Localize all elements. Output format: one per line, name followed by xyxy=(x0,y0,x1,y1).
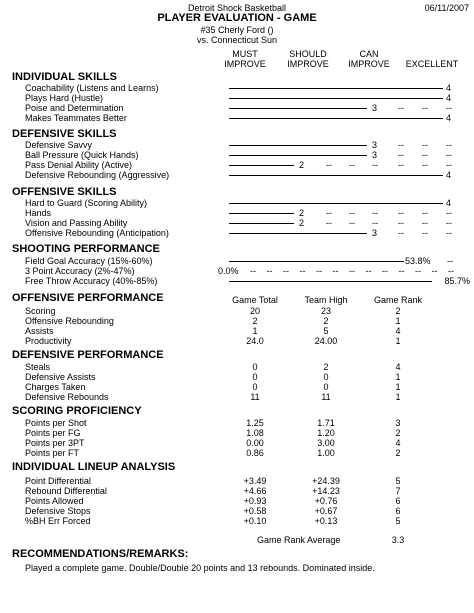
offensive-perf-label: Scoring xyxy=(25,306,56,316)
individual_skills-rating-line xyxy=(229,108,367,109)
3pt-dash: -- xyxy=(283,266,289,276)
defensive_skills-title: DEFENSIVE SKILLS xyxy=(12,128,117,140)
defensive_skills-label: Defensive Savvy xyxy=(25,140,93,150)
lineup-value: +14.23 xyxy=(312,486,340,496)
offensive_skills-label: Offensive Rebounding (Anticipation) xyxy=(25,228,169,238)
report-title: PLAYER EVALUATION - GAME xyxy=(157,12,317,24)
lineup-value: +0.67 xyxy=(314,506,338,516)
lineup-value: +0.93 xyxy=(243,496,267,506)
shooting-title: SHOOTING PERFORMANCE xyxy=(12,243,160,255)
lineup-label: Defensive Stops xyxy=(25,506,91,516)
scoring_prof-value: 1.00 xyxy=(317,448,335,458)
3pt-dash: -- xyxy=(349,266,355,276)
defensive_skills-rating-line xyxy=(229,145,367,146)
defensive_skills-cell: -- xyxy=(422,160,428,170)
scale-header-2-top: SHOULD xyxy=(289,49,327,59)
3pt-value: 0.0% xyxy=(218,266,239,276)
lineup-value: 5 xyxy=(395,476,401,486)
individual_skills-label: Plays Hard (Hustle) xyxy=(25,93,104,103)
lineup-value: 7 xyxy=(395,486,401,496)
3pt-dash: -- xyxy=(365,266,372,276)
lineup-value: +0.76 xyxy=(314,496,338,506)
ft-bar xyxy=(229,281,432,282)
scoring_prof-label: Points per Shot xyxy=(25,418,87,428)
offensive-perf-value: 1 xyxy=(252,326,258,336)
defensive_perf-value: 0 xyxy=(323,382,329,392)
column-header: Team High xyxy=(304,295,348,305)
column-header: Game Total xyxy=(232,295,278,305)
offensive_skills-label: Vision and Passing Ability xyxy=(25,218,128,228)
defensive_perf-value: 0 xyxy=(252,372,258,382)
lineup-value: +24.39 xyxy=(312,476,340,486)
individual_skills-rating: 4 xyxy=(446,83,452,93)
rank-average-value: 3.3 xyxy=(391,535,405,545)
offensive-perf-value: 2 xyxy=(323,316,329,326)
lineup-title: INDIVIDUAL LINEUP ANALYSIS xyxy=(12,461,176,473)
offensive-perf-value: 20 xyxy=(249,306,260,316)
scoring_prof-value: 4 xyxy=(395,438,401,448)
defensive_perf-value: 1 xyxy=(395,382,401,392)
shooting-label: Free Throw Accuracy (40%-85%) xyxy=(25,276,158,286)
individual_skills-label: Coachability (Listens and Learns) xyxy=(25,83,159,93)
individual_skills-cell: -- xyxy=(422,103,428,113)
scoring_prof-value: 1.20 xyxy=(317,428,335,438)
scoring_prof-title: SCORING PROFICIENCY xyxy=(12,405,142,417)
offensive_skills-cell: -- xyxy=(446,218,452,228)
defensive_perf-value: 11 xyxy=(250,392,260,402)
lineup-value: 6 xyxy=(395,496,401,506)
offensive_skills-rating-line xyxy=(229,223,294,224)
defensive_perf-value: 0 xyxy=(252,382,258,392)
lineup-value: +0.10 xyxy=(243,516,267,526)
rank-average-label: Game Rank Average xyxy=(257,535,341,545)
scoring_prof-value: 1.25 xyxy=(246,418,264,428)
offensive-perf-value: 4 xyxy=(395,326,401,336)
lineup-label: Rebound Differential xyxy=(25,486,107,496)
offensive_skills-cell: -- xyxy=(326,218,332,228)
defensive_perf-label: Steals xyxy=(25,362,51,372)
offensive-perf-value: 24.00 xyxy=(314,336,338,346)
defensive_skills-cell: -- xyxy=(398,150,404,160)
scale-header-excellent: EXCELLENT xyxy=(405,59,459,69)
offensive_skills-label: Hands xyxy=(25,208,52,218)
defensive_skills-label: Defensive Rebounding (Aggressive) xyxy=(25,170,170,180)
defensive_perf-value: 0 xyxy=(252,362,258,372)
3pt-dash: -- xyxy=(299,266,306,276)
defensive_skills-cell: -- xyxy=(446,150,452,160)
lineup-label: Point Differential xyxy=(25,476,91,486)
offensive_skills-cell: 2 xyxy=(299,208,305,218)
defensive_skills-rating-line xyxy=(229,155,367,156)
defensive_skills-cell: 3 xyxy=(372,150,378,160)
offensive-perf-value: 2 xyxy=(395,306,401,316)
3pt-dash: -- xyxy=(266,266,273,276)
offensive_skills-cell: 2 xyxy=(299,218,305,228)
offensive-perf-value: 1 xyxy=(395,336,401,346)
scoring_prof-value: 0.00 xyxy=(246,438,264,448)
defensive_perf-value: 11 xyxy=(321,392,331,402)
lineup-label: %BH Err Forced xyxy=(25,516,91,526)
lineup-value: +3.49 xyxy=(243,476,267,486)
offensive_skills-cell: -- xyxy=(422,228,428,238)
individual_skills-label: Poise and Determination xyxy=(25,103,124,113)
offensive-perf-title: OFFENSIVE PERFORMANCE xyxy=(12,292,164,304)
report-date: 06/11/2007 xyxy=(424,3,469,13)
defensive_perf-label: Charges Taken xyxy=(25,382,86,392)
3pt-dash: -- xyxy=(431,266,438,276)
3pt-dash: -- xyxy=(316,266,322,276)
offensive_skills-cell: -- xyxy=(398,218,404,228)
offensive-perf-value: 2 xyxy=(252,316,258,326)
lineup-value: +0.13 xyxy=(314,516,338,526)
shooting-label: 3 Point Accuracy (2%-47%) xyxy=(25,266,135,276)
offensive-perf-value: 1 xyxy=(395,316,401,326)
individual_skills-cell: -- xyxy=(398,103,404,113)
individual_skills-cell: 3 xyxy=(372,103,378,113)
defensive_skills-cell: 3 xyxy=(372,140,378,150)
defensive_perf-title: DEFENSIVE PERFORMANCE xyxy=(12,349,164,361)
individual_skills-rating-line xyxy=(229,118,443,119)
defensive_perf-value: 1 xyxy=(395,372,401,382)
player-name: #35 Cherly Ford () xyxy=(200,25,274,35)
individual_skills-rating: 4 xyxy=(446,93,452,103)
scoring_prof-label: Points per 3PT xyxy=(25,438,85,448)
offensive-perf-value: 23 xyxy=(320,306,331,316)
offensive_skills-cell: -- xyxy=(372,208,378,218)
scoring_prof-value: 2 xyxy=(395,448,401,458)
defensive_skills-cell: -- xyxy=(398,140,404,150)
ft-value: 85.7% xyxy=(444,276,470,286)
offensive_skills-cell: -- xyxy=(422,218,428,228)
scale-header-1-top: MUST xyxy=(232,49,258,59)
defensive_skills-label: Pass Denial Ability (Active) xyxy=(25,160,133,170)
scale-header-3-top: CAN xyxy=(359,49,379,59)
offensive_skills-cell: -- xyxy=(446,208,452,218)
scale-header-3-bottom: IMPROVE xyxy=(348,59,390,69)
column-header: Game Rank xyxy=(373,295,423,305)
offensive_skills-cell: -- xyxy=(422,208,428,218)
defensive_skills-rating-line xyxy=(229,175,443,176)
offensive_skills-cell: -- xyxy=(349,208,355,218)
offensive_skills-cell: -- xyxy=(372,218,378,228)
defensive_skills-cell: 2 xyxy=(299,160,305,170)
offensive_skills-label: Hard to Guard (Scoring Ability) xyxy=(25,198,148,208)
offensive-perf-label: Assists xyxy=(25,326,54,336)
lineup-value: +4.66 xyxy=(243,486,267,496)
defensive_skills-cell: -- xyxy=(422,150,428,160)
individual_skills-rating-line xyxy=(229,98,443,99)
offensive_skills-rating-line xyxy=(229,213,294,214)
defensive_skills-label: Ball Pressure (Quick Hands) xyxy=(25,150,139,160)
lineup-label: Points Allowed xyxy=(25,496,84,506)
org-name: Detroit Shock Basketball xyxy=(187,3,287,13)
offensive_skills-cell: -- xyxy=(398,208,404,218)
defensive_perf-value: 1 xyxy=(395,392,401,402)
shooting-label: Field Goal Accuracy (15%-60%) xyxy=(25,256,153,266)
offensive_skills-cell: -- xyxy=(446,228,452,238)
offensive_skills-rating: 4 xyxy=(446,198,452,208)
defensive_skills-cell: -- xyxy=(326,160,332,170)
offensive-perf-value: 24.0 xyxy=(246,336,264,346)
fg-tail: -- xyxy=(447,256,453,266)
scoring_prof-value: 2 xyxy=(395,428,401,438)
defensive_skills-cell: -- xyxy=(446,140,452,150)
offensive_skills-cell: 3 xyxy=(372,228,378,238)
3pt-dash: -- xyxy=(332,266,339,276)
3pt-dash: -- xyxy=(398,266,405,276)
3pt-dash: -- xyxy=(415,266,421,276)
scoring_prof-label: Points per FT xyxy=(25,448,80,458)
scoring_prof-value: 0.86 xyxy=(246,448,264,458)
offensive_skills-title: OFFENSIVE SKILLS xyxy=(12,186,117,198)
3pt-dash: -- xyxy=(250,266,256,276)
defensive_skills-cell: -- xyxy=(349,160,355,170)
scoring_prof-value: 3.00 xyxy=(317,438,335,448)
lineup-value: +0.58 xyxy=(243,506,267,516)
offensive-perf-label: Offensive Rebounding xyxy=(25,316,114,326)
individual_skills-cell: -- xyxy=(446,103,452,113)
remarks-text: Played a complete game. Double/Double 20 points and 13 rebounds. Dominated inside. xyxy=(25,563,375,573)
fg-bar xyxy=(229,261,404,262)
offensive-perf-value: 5 xyxy=(323,326,329,336)
scale-header-2-bottom: IMPROVE xyxy=(287,59,329,69)
defensive_perf-value: 2 xyxy=(323,362,329,372)
fg-value: 53.8% xyxy=(405,256,431,266)
offensive_skills-cell: -- xyxy=(398,228,404,238)
offensive_skills-cell: -- xyxy=(326,208,332,218)
opponent: vs. Connecticut Sun xyxy=(196,35,278,45)
offensive_skills-rating-line xyxy=(229,203,443,204)
defensive_skills-cell: -- xyxy=(446,160,452,170)
individual_skills-label: Makes Teammates Better xyxy=(25,113,127,123)
offensive_skills-rating-line xyxy=(229,233,367,234)
remarks-title: RECOMMENDATIONS/REMARKS: xyxy=(12,548,189,560)
scoring_prof-value: 1.71 xyxy=(317,418,335,428)
individual_skills-rating-line xyxy=(229,88,443,89)
defensive_skills-cell: -- xyxy=(422,140,428,150)
3pt-dash: -- xyxy=(382,266,388,276)
defensive_perf-label: Defensive Assists xyxy=(25,372,96,382)
defensive_perf-value: 0 xyxy=(323,372,329,382)
scoring_prof-label: Points per FG xyxy=(25,428,81,438)
defensive_perf-label: Defensive Rebounds xyxy=(25,392,109,402)
scoring_prof-value: 1.08 xyxy=(246,428,264,438)
defensive_skills-rating: 4 xyxy=(446,170,452,180)
offensive-perf-label: Productivity xyxy=(25,336,72,346)
lineup-value: 6 xyxy=(395,506,401,516)
individual_skills-title: INDIVIDUAL SKILLS xyxy=(12,71,117,83)
defensive_skills-rating-line xyxy=(229,165,294,166)
individual_skills-rating: 4 xyxy=(446,113,452,123)
offensive_skills-cell: -- xyxy=(349,218,355,228)
defensive_skills-cell: -- xyxy=(398,160,404,170)
scale-header-1-bottom: IMPROVE xyxy=(224,59,266,69)
defensive_skills-cell: -- xyxy=(372,160,378,170)
defensive_perf-value: 4 xyxy=(395,362,401,372)
scoring_prof-value: 3 xyxy=(395,418,401,428)
3pt-dash: -- xyxy=(448,266,454,276)
lineup-value: 5 xyxy=(395,516,401,526)
